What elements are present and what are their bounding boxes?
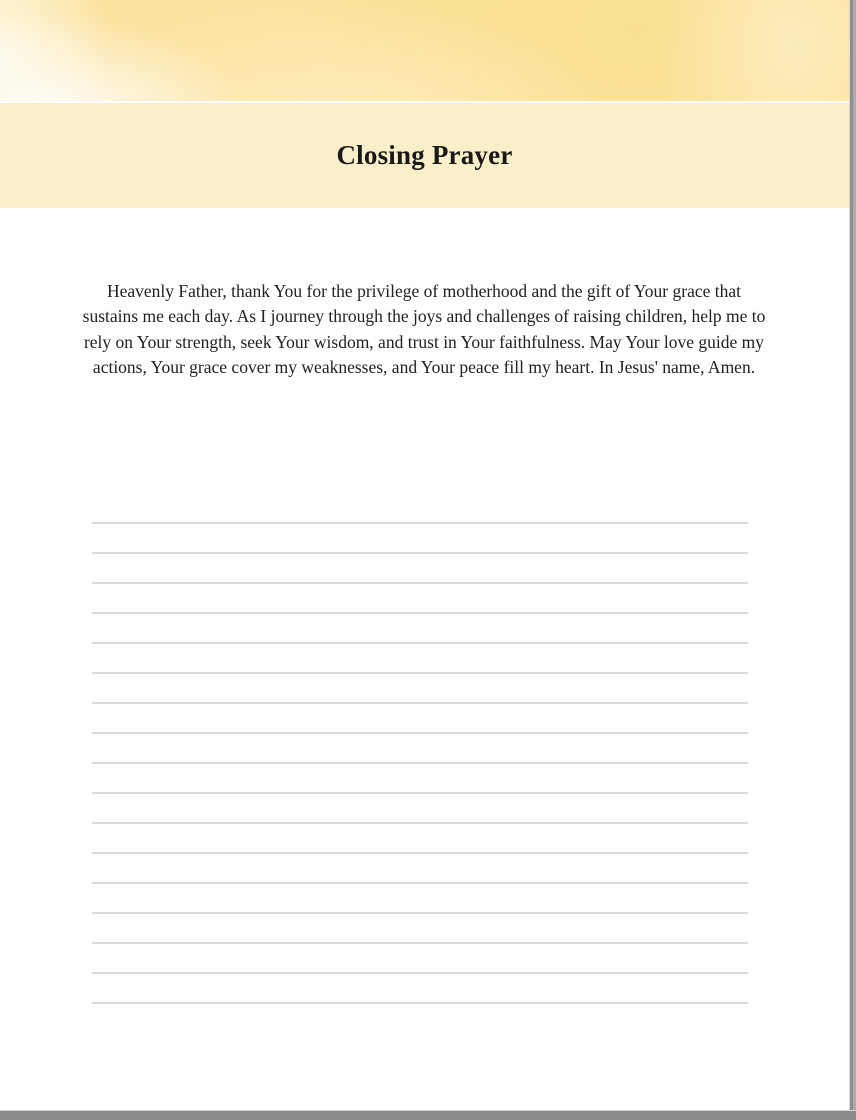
writing-line [92, 702, 748, 704]
writing-line [92, 972, 748, 974]
writing-line [92, 522, 748, 524]
title-banner [0, 103, 849, 208]
writing-line [92, 822, 748, 824]
bottom-bar [0, 1110, 856, 1120]
writing-line [92, 552, 748, 554]
writing-line [92, 732, 748, 734]
watercolor-header [0, 0, 849, 103]
writing-line [92, 852, 748, 854]
writing-line [92, 612, 748, 614]
writing-line [92, 792, 748, 794]
writing-line [92, 672, 748, 674]
writing-line [92, 642, 748, 644]
writing-line [92, 1002, 748, 1004]
vertical-scrollbar[interactable] [849, 0, 856, 1111]
writing-line [92, 762, 748, 764]
writing-line [92, 582, 748, 584]
writing-line [92, 942, 748, 944]
writing-lines [92, 522, 748, 1032]
page-title: Closing Prayer [336, 140, 513, 170]
writing-line [92, 912, 748, 914]
writing-line [92, 882, 748, 884]
prayer-text: Heavenly Father, thank You for the privilege of motherhood and the gift of Your grace that sustains me each day. As I journey through the joys and challenges of raising children, help me to rely on Your strength, seek Your wisdom, and trust in Your faithfulness. May Your love guide my actions, Your grace cover my weaknesses, and Your peace fill my heart. In Jesus' name, Amen. [82, 280, 766, 378]
